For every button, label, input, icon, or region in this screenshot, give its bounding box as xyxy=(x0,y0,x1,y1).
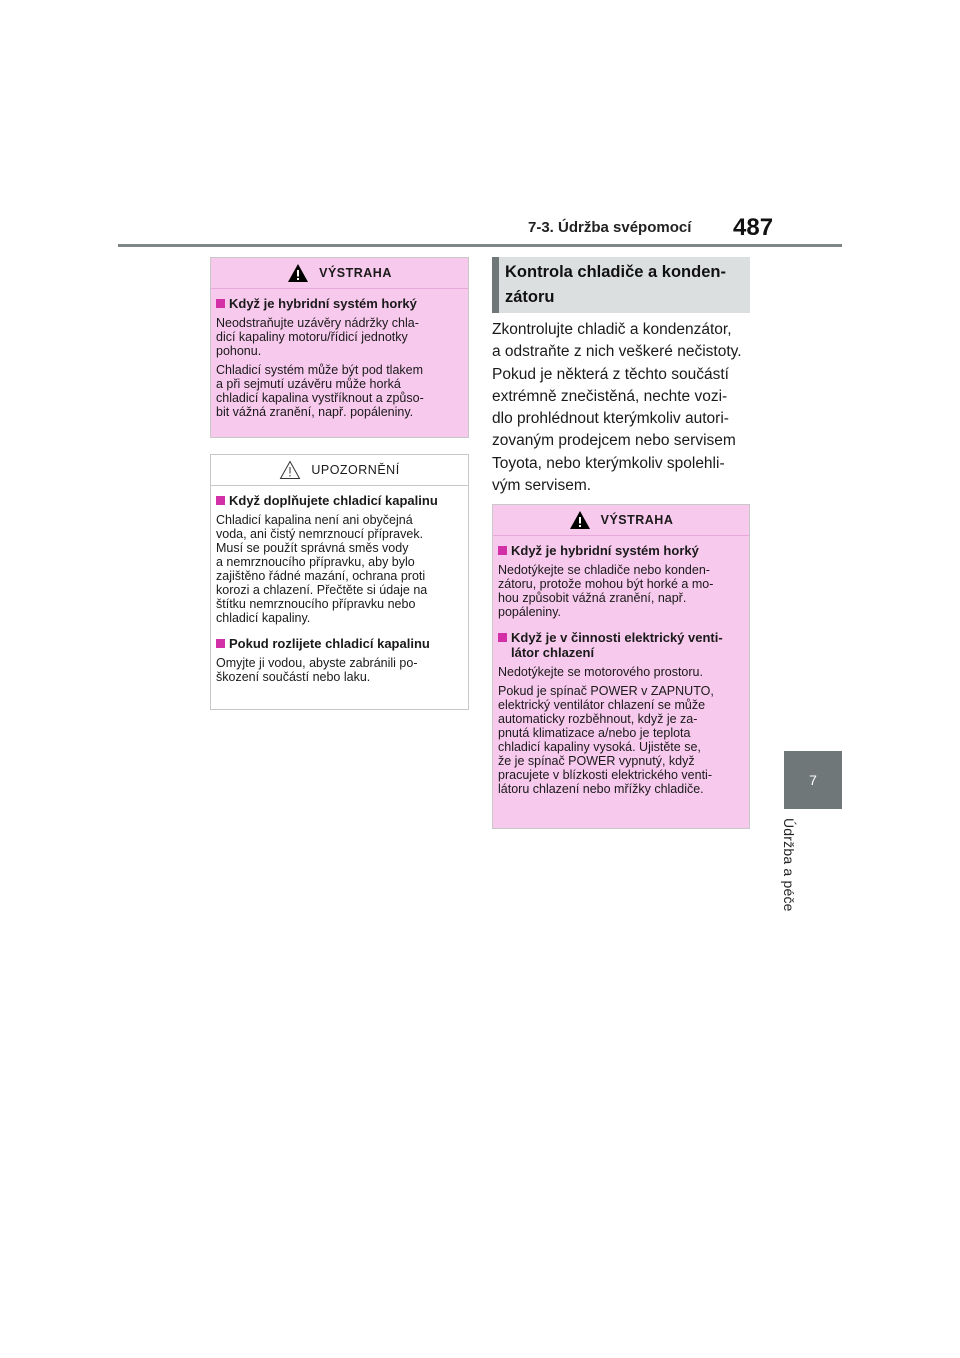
warning-triangle-icon xyxy=(569,510,591,530)
warning-box-header xyxy=(493,505,749,536)
caution-paragraph: Omyjte ji vodou, abyste zabránili po- škození součástí nebo laku. xyxy=(216,656,418,684)
section-heading xyxy=(492,257,750,313)
warning-paragraph: Nedotýkejte se chladiče nebo konden- zátoru, protože mohou být horké a mo- hou způsobit vážná zranění, např. popáleniny. xyxy=(498,563,714,619)
square-bullet-icon xyxy=(216,299,225,308)
caution-paragraph: Chladicí kapalina není ani obyčejná voda, ani čistý nemrznoucí přípravek. Musí se použít správná směs vody a nemrznoucího přípravku, aby bylo zajištěno řádné mazání, ochrana proti korozi a chlazení. Přečtěte si údaje na štítku nemrznoucího přípravku nebo chladicí kapaliny. xyxy=(216,513,428,625)
header-rule xyxy=(118,244,842,247)
warning-item-title: Když je hybridní systém horký xyxy=(216,296,462,311)
warning-label: VÝSTRAHA xyxy=(600,513,674,527)
chapter-number: 7 xyxy=(809,772,817,788)
warning-box-header xyxy=(211,258,468,289)
square-bullet-icon xyxy=(216,496,225,505)
warning-paragraph: Chladicí systém může být pod tlakem a při sejmutí uzávěru může horká chladicí kapalina vystříknout a způso- bit vážná zranění, např. popáleniny. xyxy=(216,363,424,419)
warning-paragraph: Nedotýkejte se motorového prostoru. xyxy=(498,665,703,679)
body-text: Zkontrolujte chladič a kondenzátor, a odstraňte z nich veškeré nečistoty. Pokud je některá z těchto součástí extrémně znečistěná, nechte vozi- dlo prohlédnout kterýmkoliv autori- zovaným prodejcem nebo servisem Toyota, nebo kterýmkoliv spolehli- vým servisem. xyxy=(492,321,742,495)
caution-item-title: Pokud rozlijete chladicí kapalinu xyxy=(216,636,462,651)
warning-paragraph: Neodstraňujte uzávěry nádržky chla- dicí kapaliny motoru/řídicí jednotky pohonu. xyxy=(216,316,419,358)
chapter-tab[interactable] xyxy=(784,751,842,809)
chapter-title-vertical: Údržba a péče xyxy=(781,818,797,912)
warning-paragraph: Pokud je spínač POWER v ZAPNUTO, elektrický ventilátor chlazení se může automaticky rozběhnout, když je za- pnutá klimatizace a/nebo je teplota chladicí kapaliny vysoká. Ujistěte se, že je spínač POWER vypnutý, když pracujete v blízkosti elektrického venti- látoru chlazení nebo mřížky chladiče. xyxy=(498,684,714,796)
warning-label: VÝSTRAHA xyxy=(319,266,392,280)
square-bullet-icon xyxy=(498,633,507,642)
warning-item-title: Když je hybridní systém horký xyxy=(498,543,743,558)
warning-box-radiator xyxy=(492,504,750,829)
section-heading-text: Kontrola chladiče a konden- zátoru xyxy=(505,263,726,306)
square-bullet-icon xyxy=(498,546,507,555)
page-number: 487 xyxy=(733,214,774,241)
caution-label: UPOZORNĚNÍ xyxy=(311,463,400,477)
square-bullet-icon xyxy=(216,639,225,648)
caution-triangle-icon xyxy=(279,460,301,480)
caution-item-title: Když doplňujete chladicí kapalinu xyxy=(216,493,462,508)
warning-box-hot-system xyxy=(210,257,469,438)
caution-box-coolant xyxy=(210,454,469,710)
section-heading-bar xyxy=(492,257,499,313)
header-section-title: 7-3. Údržba svépomocí xyxy=(528,219,692,236)
warning-triangle-icon xyxy=(287,263,309,283)
caution-box-header xyxy=(211,455,468,486)
warning-item-title: Když je v činnosti elektrický venti- látor chlazení xyxy=(498,630,743,660)
